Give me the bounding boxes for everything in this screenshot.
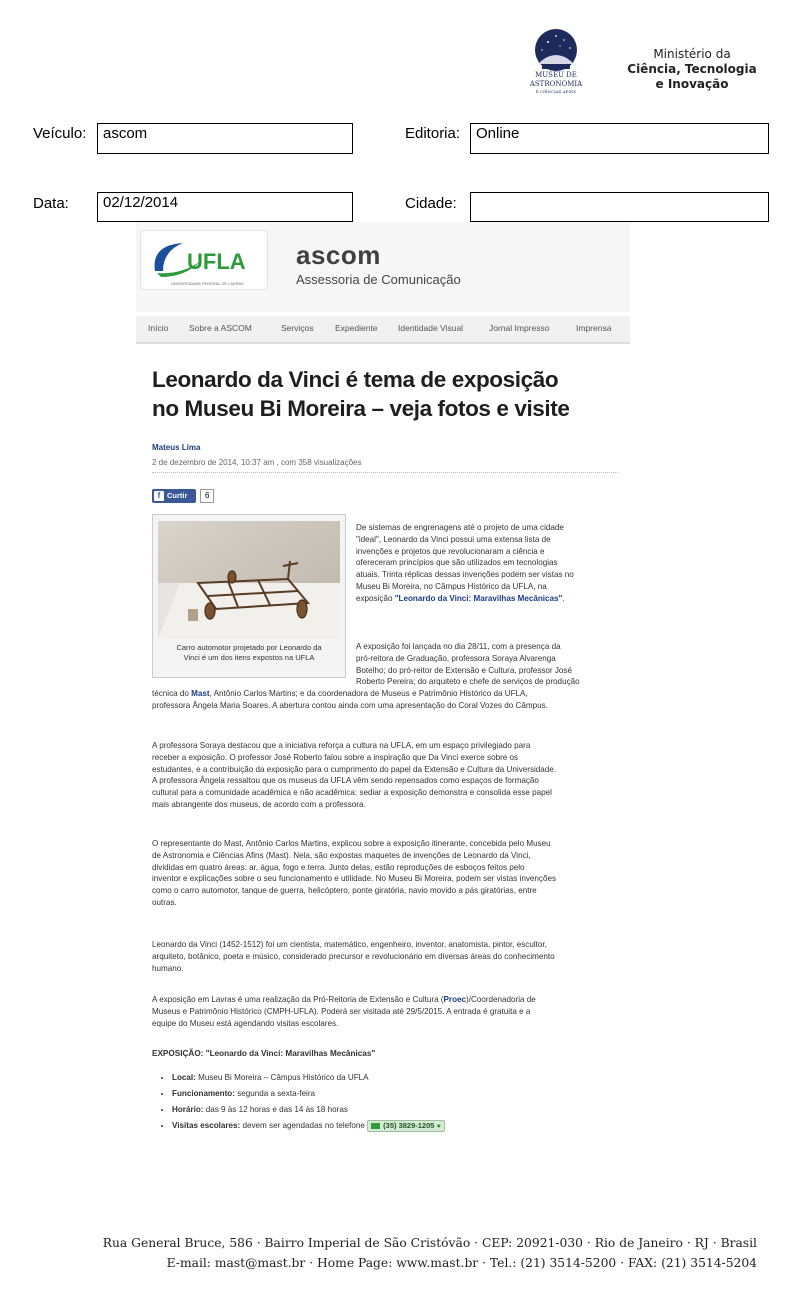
mast-logo-text-2: ASTRONOMIA (529, 80, 583, 88)
editoria-field[interactable]: Online (470, 123, 769, 154)
phone-icon: ● (436, 1120, 442, 1130)
article-dateline: 2 de dezembro de 2014, 10:37 am , com 358 visualizações (152, 458, 362, 467)
site-title: ascom (296, 240, 381, 270)
paragraph-5 (152, 939, 628, 974)
footer-contact: E-mail: mast@mast.br · Home Page: www.mast.br · Tel.: (21) 3514-5200 · FAX: (21) 3514-5204 (166, 1256, 757, 1270)
info-value: segunda a sexta-feira (234, 1089, 316, 1098)
photo-caption-line-2: Vinci é um dos itens expostos na UFLA (183, 653, 315, 662)
list-item (172, 1118, 445, 1134)
paragraph-2b (152, 688, 628, 712)
p6-text: A exposição em Lavras é uma realização da Pró-Reitoria de Extensão e Cultura ( (152, 995, 444, 1004)
phone-badge[interactable] (367, 1120, 445, 1132)
exposition-info-list (158, 1070, 445, 1134)
paragraph-4 (152, 838, 628, 909)
p2-line: Roberto Pereira; do arquiteto e chefe de serviços de produção (356, 677, 580, 687)
editoria-label: Editoria: (405, 125, 461, 142)
p3-line: receber a exposição. O professor José Roberto falou sobre a inspiração que Da Vinci exerce sobre os (152, 752, 519, 762)
like-count: 6 (200, 489, 214, 503)
p4-line: O representante do Mast, Antônio Carlos Martins, explicou sobre a exposição itinerante, concebida pelo Museu (152, 839, 551, 848)
p4-line: outras. (152, 897, 177, 907)
info-label: Funcionamento: (172, 1089, 235, 1098)
mast-logo (520, 28, 592, 100)
list-item (172, 1102, 445, 1118)
article-photo-box (152, 514, 346, 678)
news-clipping (136, 222, 630, 1138)
info-value: Museu Bi Moreira – Câmpus Histórico da UFLA (195, 1073, 369, 1082)
ufla-logo (140, 230, 268, 290)
p2-line: professora Ângela Maria Soares. A abertura contou ainda com uma apresentação do Coral Vozes do Câmpus. (152, 700, 548, 710)
p3-line: cultural para a comunidade acadêmica e não acadêmica: sediar a exposição demonstra e consolida esse papel (152, 788, 552, 798)
nav-item-jornal[interactable]: Jornal Impresso (489, 323, 550, 333)
p6-line: equipe do Museu está agendando visitas escolares. (152, 1018, 339, 1028)
mast-link[interactable]: Mast (191, 689, 210, 698)
list-item (172, 1086, 445, 1102)
exposition-heading: EXPOSIÇÃO: "Leonardo da Vinci: Maravilhas Mecânicas" (152, 1049, 376, 1058)
p1-line: "ideal", Leonardo da Vinci possui uma extensa lista de (356, 534, 551, 544)
headline-line-2: no Museu Bi Moreira – veja fotos e visite (152, 396, 570, 421)
info-label: Visitas escolares: (172, 1121, 241, 1130)
nav-item-identidade[interactable]: Identidade Visual (398, 323, 464, 333)
article-photo (158, 521, 340, 639)
p2-text: , Antônio Carlos Martins; e da coordenadora de Museus e Patrimônio Histórico da UFLA, (209, 689, 528, 698)
info-value: devem ser agendadas no telefone (240, 1121, 368, 1130)
p4-line: de Astronomia e Ciências Afins (Mast). Nela, são expostas maquetes de invenções de Leonardo da Vinci, (152, 850, 531, 860)
footer-address: Rua General Bruce, 586 · Bairro Imperial de São Cristóvão · CEP: 20921-030 · Rio de Janeiro · RJ · Brasil (102, 1236, 757, 1250)
exposition-link[interactable]: "Leonardo da Vinci: Maravilhas Mecânicas" (394, 593, 563, 603)
nav-item-servicos[interactable]: Serviços (281, 323, 314, 333)
ufla-logo-sub: UNIVERSIDADE FEDERAL DE LAVRAS (171, 281, 244, 286)
p3-line: A professora Ângela ressaltou que os museus da UFLA vêm sendo repensados como espaços de formação (152, 776, 539, 786)
list-item (172, 1070, 445, 1086)
p4-line: divididas em quatro áreas: ar, água, fogo e terra. Junto delas, estão reproduções de esboços feitos pelo (152, 862, 525, 872)
article-headline (152, 365, 622, 423)
p5-line: arquiteto, botânico, poeta e músico, considerado precursor e revolucionário em diversas áreas do conhecimento (152, 951, 555, 961)
p1-line (356, 593, 626, 605)
p1-text: exposição (356, 593, 395, 603)
p4-line: como o carro automotor, tanque de guerra, helicóptero, ponte giratória, navio movido a pás giratórias, entre (152, 886, 537, 896)
mast-logo-text-1: MUSEU DE (535, 71, 577, 79)
ministry-label (612, 47, 772, 92)
p2-line: A exposição foi lançada no dia 28/11, com a presença da (356, 642, 561, 651)
p2-text: técnica do (152, 689, 192, 698)
p1-text: . (562, 593, 565, 603)
mast-logo-text-3: E CIÊNCIAS AFINS (535, 89, 577, 94)
info-label: Horário: (172, 1105, 204, 1114)
p4-line: inventor e explicações sobre o seu funcionamento e utilidade. No Museu Bi Moreira, podem ser vistas invenções (152, 874, 557, 884)
cidade-label: Cidade: (405, 195, 457, 212)
like-button[interactable] (152, 489, 196, 503)
p5-line: Leonardo da Vinci (1452-1512) foi um cientista, matemático, engenheiro, inventor, anatomista, pintor, escultor, (152, 940, 547, 949)
nav-item-inicio[interactable]: Início (148, 323, 169, 333)
data-field[interactable]: 02/12/2014 (97, 192, 353, 222)
like-label: Curtir (167, 491, 188, 500)
veiculo-field[interactable]: ascom (97, 123, 353, 154)
p2-line (152, 688, 628, 700)
cidade-field[interactable] (470, 192, 769, 222)
ministry-line-1: Ministério da (653, 47, 731, 61)
paragraph-1 (356, 522, 626, 605)
p6-text: )/Coordenadoria de (466, 995, 536, 1004)
brazil-flag-icon (371, 1123, 380, 1129)
p6-line: Museus e Patrimônio Histórico (CMPH-UFLA). Poderá ser visitada até 29/5/2015. A entrada é gratuita e a (152, 1006, 531, 1016)
p5-line: humano. (152, 963, 184, 973)
info-label: Local: (172, 1073, 196, 1082)
veiculo-label: Veículo: (33, 125, 87, 142)
p6-line (152, 994, 628, 1006)
p1-line: invenções e projetos que revolucionaram a ciência e (356, 546, 545, 556)
photo-caption (157, 643, 341, 663)
p1-line: atuais. Trinta réplicas dessas invenções podem ser vistas no (356, 570, 574, 580)
article-author[interactable]: Mateus Lima (152, 443, 201, 452)
site-header (136, 222, 630, 312)
divider (152, 472, 618, 473)
nav-item-imprensa[interactable]: Imprensa (576, 323, 612, 333)
nav-item-expediente[interactable]: Expediente (335, 323, 378, 333)
ministry-line-2: Ciência, Tecnologia (627, 62, 757, 76)
proec-link[interactable]: Proec (443, 995, 467, 1004)
photo-caption-line-1: Carro automotor projetado por Leonardo da (176, 643, 322, 652)
p2-line: Botelho; do pró-reitor de Extensão e Cultura, professor José (356, 665, 572, 675)
p1-line: ofereceram princípios que são utilizados em tecnologias (356, 558, 558, 568)
paragraph-6 (152, 994, 628, 1029)
site-nav (136, 316, 630, 344)
facebook-icon: f (154, 491, 164, 501)
headline-line-1: Leonardo da Vinci é tema de exposição (152, 367, 559, 392)
phone-number: (35) 3829-1205 (383, 1120, 435, 1130)
info-value: das 9 às 12 horas e das 14 às 18 horas (203, 1105, 348, 1114)
paragraph-2a (356, 641, 626, 688)
p3-line: mais abrangente dos museus, de acordo com a professora. (152, 799, 366, 809)
data-label: Data: (33, 195, 69, 212)
p2-line: pró-reitora de Graduação, professora Soraya Alvarenga (356, 653, 556, 663)
paragraph-3 (152, 740, 628, 811)
p1-line: Museu Bi Moreira, no Câmpus Histórico da UFLA, na (356, 581, 547, 591)
p3-line: estudantes, e a contribuição da exposição para o cumprimento do papel da Extensão e Cultura da Universidade. (152, 764, 557, 774)
p3-line: A professora Soraya destacou que a iniciativa reforça a cultura na UFLA, em um espaço privilegiado para (152, 741, 531, 750)
ufla-logo-text: UFLA (187, 249, 246, 274)
ministry-line-3: e Inovação (655, 77, 729, 91)
nav-item-sobre[interactable]: Sobre a ASCOM (189, 323, 252, 333)
site-subtitle: Assessoria de Comunicação (296, 272, 461, 287)
p1-line: De sistemas de engrenagens até o projeto de uma cidade (356, 523, 564, 532)
